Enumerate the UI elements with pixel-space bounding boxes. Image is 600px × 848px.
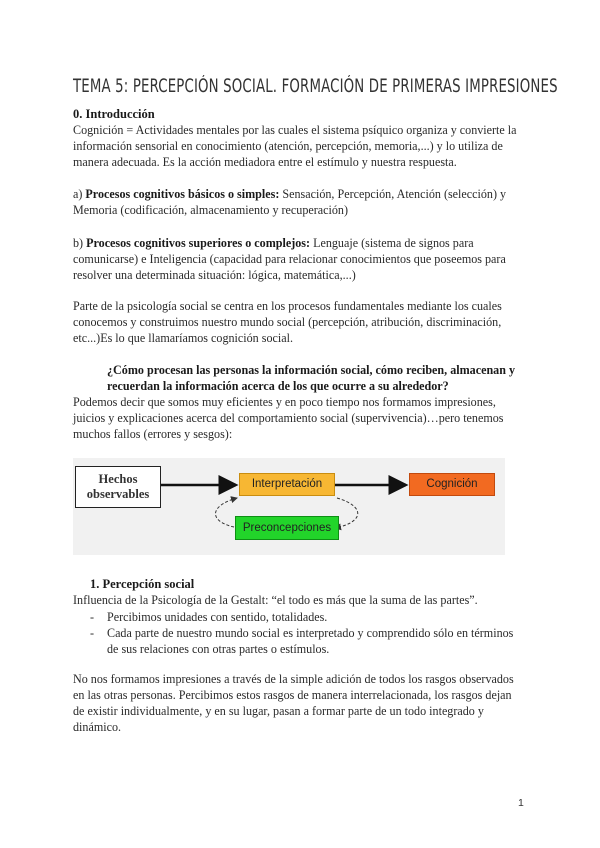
intro-heading: 0. Introducción xyxy=(73,107,155,121)
key-question: ¿Cómo procesan las personas la información social, cómo reciben, almacenan y recuerdan la información acerca de los que ocurre a su alrededor? xyxy=(107,363,516,393)
page-number: 1 xyxy=(518,797,524,809)
complex-processes-paragraph xyxy=(73,235,518,283)
complex-processes-text: Lenguaje (sistema de signos para comunicarse) e Inteligencia (capacidad para relacionar conocimientos que poseemos para resolver una determinada situación: lógica, matemática,...) xyxy=(73,236,506,282)
cognicion-box: Cognición xyxy=(409,473,495,496)
bullet-dash: - xyxy=(90,626,95,640)
complex-processes-label: Procesos cognitivos superiores o complejos: xyxy=(86,236,311,250)
efficiency-paragraph: Podemos decir que somos muy eficientes y en poco tiempo nos formamos impresiones, juicios y explicaciones acerca del comportamiento social (supervivencia)…pero tenemos muchos fallos (errores y sesgos): xyxy=(73,395,504,441)
basic-processes-paragraph xyxy=(73,186,518,218)
section1-heading: 1. Percepción social xyxy=(90,577,195,591)
bullet-text: Cada parte de nuestro mundo social es interpretado y comprendido sólo en términos de sus relaciones con otras partes o estímulos. xyxy=(107,626,514,656)
page-title: TEMA 5: PERCEPCIÓN SOCIAL. FORMACIÓN DE PRIMERAS IMPRESIONES xyxy=(73,76,558,97)
complex-processes-prefix: b) xyxy=(73,236,87,250)
basic-processes-label: Procesos cognitivos básicos o simples: xyxy=(85,187,280,201)
bullet-dash: - xyxy=(90,610,95,624)
hechos-box: Hechos observables xyxy=(75,466,161,508)
basic-processes-text: Sensación, Percepción, Atención (selección) y Memoria (codificación, almacenamiento y recuperación) xyxy=(73,187,507,217)
closing-paragraph: No nos formamos impresiones a través de la simple adición de todos los rasgos observados en las otras personas. Percibimos estos rasgos de manera interrelacionada, los rasgos dejan de existir individualmente, y en su lugar, pasan a formar parte de un todo integrado y dinámico. xyxy=(73,672,514,734)
social-cognition-paragraph: Parte de la psicología social se centra en los procesos fundamentales mediante los cuales conocemos y construimos nuestro mundo social (percepción, atribución, discriminación, etc...)Es lo que llamaríamos cognición social. xyxy=(73,299,502,345)
gestalt-lead: Influencia de la Psicología de la Gestalt: “el todo es más que la suma de las partes”. xyxy=(73,593,478,607)
cognition-definition: Cognición = Actividades mentales por las cuales el sistema psíquico organiza y convierte la información sensorial en conocimiento (atención, percepción, memoria,...) y lo utiliza de manera adecuada. Es la acción mediadora entre el estímulo y nuestra respuesta. xyxy=(73,123,517,169)
interpretacion-box: Interpretación xyxy=(239,473,335,496)
preconcepciones-box: Preconcepciones xyxy=(235,516,339,540)
cognition-diagram xyxy=(73,458,505,555)
bullet-text: Percibimos unidades con sentido, totalidades. xyxy=(107,610,328,624)
basic-processes-prefix: a) xyxy=(73,187,86,201)
